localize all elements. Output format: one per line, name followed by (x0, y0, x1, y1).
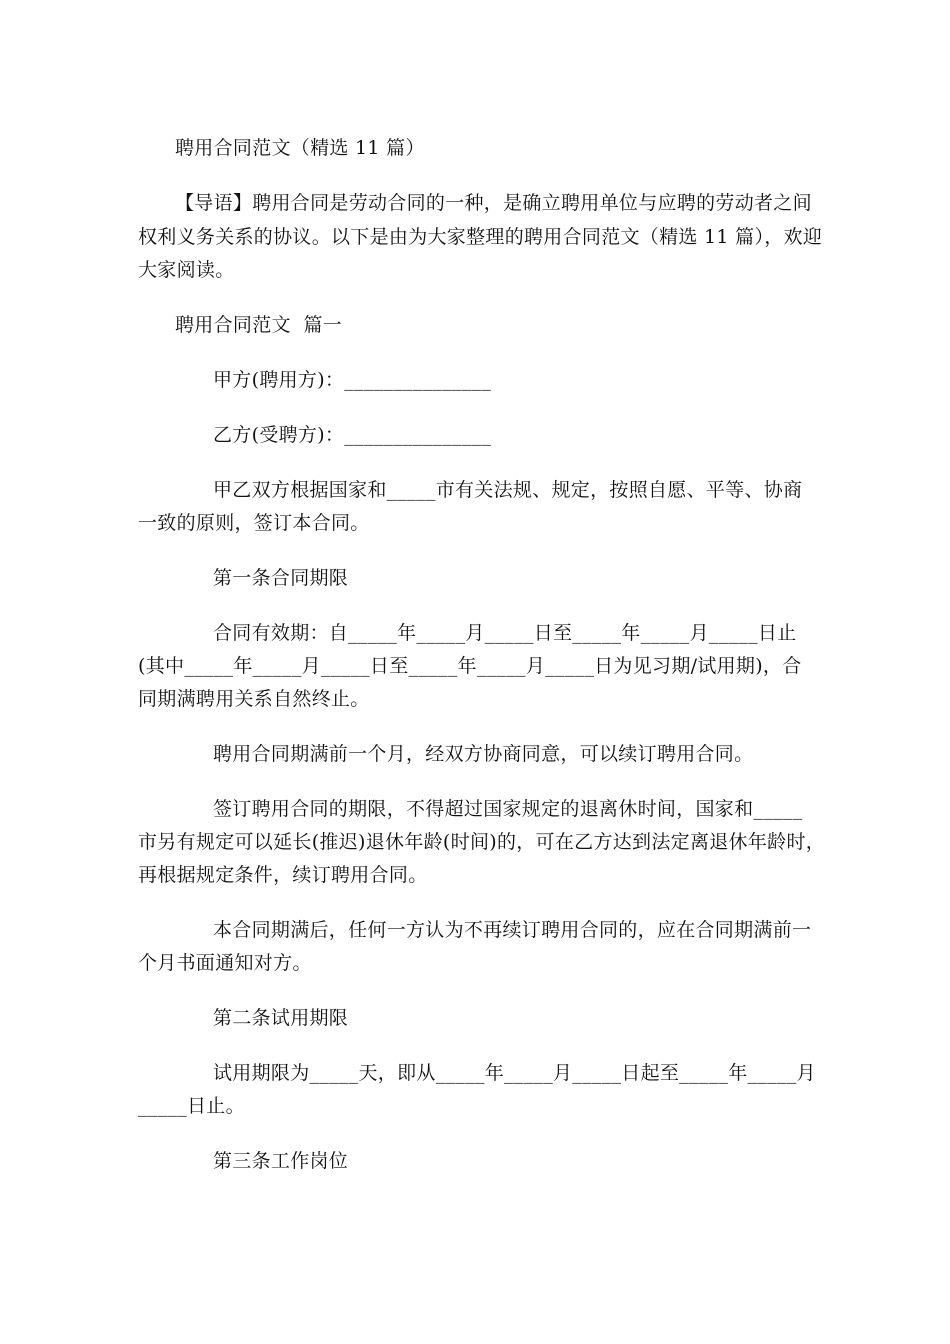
article-2-heading: 第二条试用期限 (213, 1007, 349, 1029)
article-1-paragraph-1-line-1: 合同有效期：自_____年_____月_____日至_____年_____月_____日止 (213, 622, 797, 644)
section-heading: 聘用合同范文 篇一 (175, 314, 343, 336)
intro-line-3: 大家阅读。 (138, 259, 235, 281)
article-2-paragraph-1-line-1: 试用期限为_____天，即从_____年_____月_____日起至_____年_____月 (213, 1062, 816, 1084)
article-1-heading: 第一条合同期限 (213, 567, 349, 589)
article-1-paragraph-4-line-1: 本合同期满后，任何一方认为不再续订聘用合同的，应在合同期满前一 (213, 919, 812, 941)
party-a-line: 甲方(聘用方)：_______________ (213, 369, 492, 391)
basis-line-1: 甲乙双方根据国家和_____市有关法规、规定，按照自愿、平等、协商 (213, 479, 803, 501)
party-b-line: 乙方(受聘方)：_______________ (213, 424, 492, 446)
article-1-paragraph-1-line-2: (其中_____年_____月_____日至_____年_____月_____日为见习期/试用期)，合 (138, 655, 802, 677)
article-1-paragraph-1-line-3: 同期满聘用关系自然终止。 (138, 688, 370, 710)
intro-line-2: 权利义务关系的协议。以下是由为大家整理的聘用合同范文（精选 11 篇），欢迎 (138, 226, 823, 248)
basis-line-2: 一致的原则，签订本合同。 (138, 512, 370, 534)
document-title: 聘用合同范文（精选 11 篇） (175, 137, 425, 159)
article-1-paragraph-3-line-2: 市另有规定可以延长(推迟)退休年龄(时间)的，可在乙方达到法定离退休年龄时， (138, 831, 826, 853)
article-1-paragraph-3-line-1: 签订聘用合同的期限，不得超过国家规定的退离休时间，国家和_____ (213, 798, 803, 820)
article-1-paragraph-2: 聘用合同期满前一个月，经双方协商同意，可以续订聘用合同。 (213, 743, 754, 765)
article-3-heading: 第三条工作岗位 (213, 1150, 349, 1172)
intro-line-1: 【导语】聘用合同是劳动合同的一种，是确立聘用单位与应聘的劳动者之间 (175, 192, 812, 214)
article-2-paragraph-1-line-2: _____日止。 (138, 1095, 245, 1117)
article-1-paragraph-4-line-2: 个月书面通知对方。 (138, 952, 312, 974)
article-1-paragraph-3-line-3: 再根据规定条件，续订聘用合同。 (138, 864, 428, 886)
